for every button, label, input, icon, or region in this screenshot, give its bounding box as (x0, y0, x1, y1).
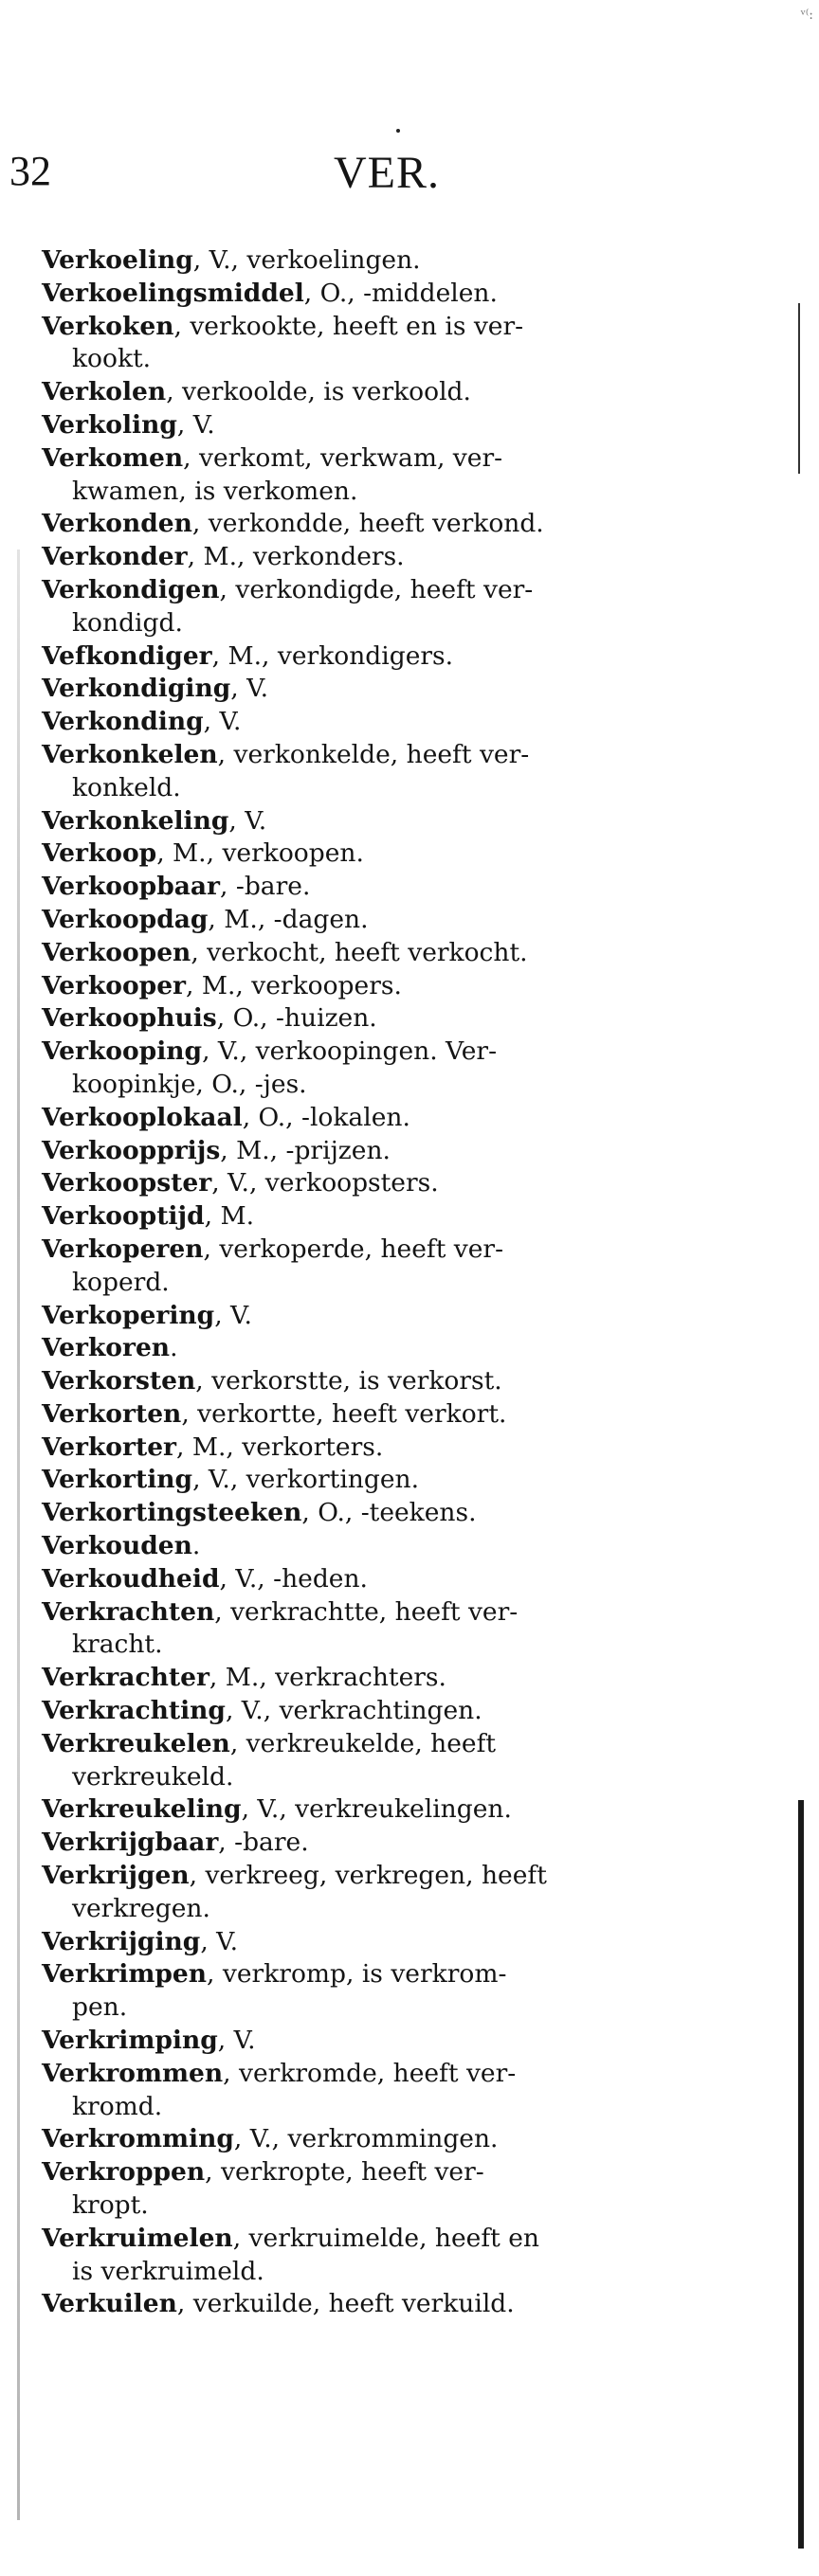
entry-headword: Verkoophuis (42, 1003, 217, 1034)
dictionary-entry (42, 1398, 724, 1432)
entry-definition: , M., verkonders. (187, 542, 405, 572)
entry-definition: , V., verkoelingen. (192, 245, 421, 275)
entry-headword: Verkoren (42, 1333, 171, 1363)
entry-headword: Verkreukelen (42, 1728, 230, 1758)
entry-headword: Verkooptijd (42, 1201, 205, 1232)
dictionary-entry (42, 1002, 724, 1036)
entry-headword: Verkonkelen (42, 739, 218, 769)
entry-definition: , M., verkondigers. (211, 640, 454, 671)
dictionary-entry (42, 1530, 724, 1563)
dictionary-entry (42, 1958, 724, 2025)
entry-definition: , M., verkoopers. (186, 970, 402, 1000)
dictionary-entry (42, 442, 724, 509)
entry-definition: , M. (204, 1201, 255, 1232)
dictionary-entry (42, 244, 724, 278)
entry-definition: , V., verkoopingen. Ver- (202, 1036, 498, 1067)
entry-headword: Verkorsten (42, 1366, 196, 1396)
dictionary-entry (42, 508, 724, 541)
entry-continuation: kookt. (72, 344, 152, 374)
dictionary-entry (42, 805, 724, 838)
dictionary-entry (42, 1200, 724, 1234)
entry-continuation: pen. (72, 1992, 128, 2023)
entry-definition: , verkreeg, verkregen, heeft (189, 1861, 547, 1891)
entry-continuation: verkregen. (72, 1893, 210, 1923)
entry-definition: , O., -teekens. (301, 1498, 477, 1528)
entry-definition: , verkondigde, heeft ver- (219, 574, 534, 604)
entry-headword: Verkrimpen (42, 1959, 208, 1990)
entry-headword: Verkortingsteeken (42, 1498, 302, 1528)
entry-headword: Verkooplokaal (42, 1102, 243, 1132)
dictionary-entry (42, 278, 724, 311)
entry-definition: , verkromp, is verkrom- (207, 1959, 507, 1990)
entry-headword: Verkolen (42, 377, 167, 407)
dictionary-entry (42, 2123, 724, 2156)
dictionary-entry (42, 1102, 724, 1135)
entry-headword: Verkorting (42, 1465, 193, 1495)
dictionary-entry-list (42, 244, 724, 2321)
entry-definition: , verkromde, heeft ver- (223, 2058, 517, 2088)
dictionary-entry (42, 838, 724, 871)
entry-definition: , V., -heden. (219, 1563, 368, 1594)
entry-headword: Verkrachting (42, 1696, 226, 1726)
entry-continuation: kwamen, is verkomen. (72, 476, 358, 506)
dictionary-entry (42, 2025, 724, 2058)
entry-definition: , M., verkrachters. (209, 1663, 446, 1693)
entry-definition: , verkonkelde, heeft ver- (217, 739, 530, 769)
entry-headword: Verkrijgen (42, 1861, 190, 1891)
dictionary-entry (42, 1596, 724, 1663)
entry-headword: Verkrachten (42, 1596, 215, 1627)
entry-continuation: koperd. (72, 1267, 170, 1297)
entry-definition: , verkreukelde, heeft (229, 1728, 497, 1758)
entry-definition: , V., verkrachtingen. (225, 1696, 482, 1726)
entry-definition: . (191, 1531, 201, 1561)
entry-continuation: konkeld. (72, 772, 181, 802)
entry-continuation: kracht. (72, 1630, 163, 1660)
entry-definition: , V. (230, 674, 269, 704)
dictionary-entry (42, 1036, 724, 1102)
entry-headword: Verkondiging (42, 674, 231, 704)
running-head: VER. (334, 148, 440, 198)
entry-definition: , verkropte, heeft ver- (205, 2157, 484, 2188)
entry-headword: Verkoop (42, 838, 157, 869)
dictionary-entry (42, 871, 724, 904)
entry-definition: , verkorstte, is verkorst. (195, 1366, 502, 1396)
entry-headword: Verkoopdag (42, 904, 209, 934)
entry-headword: Verkrijgbaar (42, 1828, 219, 1858)
entry-definition: , verkortte, heeft verkort. (181, 1398, 507, 1429)
dictionary-entry (42, 2058, 724, 2124)
dictionary-entry (42, 1167, 724, 1200)
entry-headword: Verkruimelen (42, 2223, 233, 2253)
entry-headword: Verkoudheid (42, 1563, 220, 1594)
entry-definition: . (170, 1333, 178, 1363)
entry-headword: Verkoken (42, 311, 174, 341)
entry-headword: Verkooping (42, 1036, 203, 1067)
entry-headword: Verkrimping (42, 2026, 218, 2056)
entry-headword: Verkoling (42, 409, 177, 440)
entry-continuation: verkreukeld. (72, 1761, 234, 1792)
entry-definition: , O., -middelen. (303, 278, 498, 308)
entry-definition: , V., verkortingen. (192, 1465, 420, 1495)
dictionary-entry (42, 1662, 724, 1695)
dictionary-entry (42, 937, 724, 970)
entry-headword: Verkorter (42, 1432, 177, 1462)
entry-definition: , V. (214, 1300, 252, 1330)
dictionary-entry (42, 1497, 724, 1530)
entry-definition: , verkookte, heeft en is ver- (173, 311, 524, 341)
right-margin-mark (798, 303, 800, 474)
entry-definition: , M., verkoopen. (156, 838, 364, 869)
entry-headword: Verkrijging (42, 1926, 201, 1956)
entry-headword: Verkrachter (42, 1663, 209, 1693)
entry-definition: , V. (217, 2026, 256, 2056)
entry-definition: , O., -huizen. (216, 1003, 377, 1034)
dictionary-entry (42, 1728, 724, 1794)
entry-headword: Verkuilen (42, 2289, 177, 2319)
entry-definition: , verkoperde, heeft ver- (203, 1234, 504, 1264)
dictionary-entry (42, 1432, 724, 1465)
dictionary-entry (42, 640, 724, 674)
entry-continuation: kromd. (72, 2091, 163, 2121)
entry-continuation: kondigd. (72, 607, 183, 638)
entry-headword: Verkromming (42, 2124, 234, 2154)
dictionary-entry (42, 739, 724, 805)
entry-definition: , verkoolde, is verkoold. (166, 377, 471, 407)
entry-definition: , -bare. (220, 872, 311, 902)
dictionary-entry (42, 2288, 724, 2321)
entry-definition: , verkruimelde, heeft en (232, 2223, 539, 2253)
entry-definition: , O., -lokalen. (242, 1102, 410, 1132)
dictionary-entry (42, 1234, 724, 1300)
dictionary-entry (42, 409, 724, 442)
right-margin-rule (798, 1800, 804, 2549)
entry-definition: , V., verkreukelingen. (241, 1794, 512, 1825)
entry-headword: Verkondigen (42, 574, 220, 604)
entry-definition: , V. (176, 409, 215, 440)
dictionary-entry (42, 541, 724, 574)
entry-headword: Verkonkeling (42, 805, 229, 836)
entry-continuation: is verkruimeld. (72, 2256, 264, 2286)
entry-headword: Verkonding (42, 707, 204, 737)
page-number: 32 (9, 148, 51, 194)
dictionary-entry (42, 2156, 724, 2223)
dictionary-entry (42, 376, 724, 409)
dictionary-entry (42, 1793, 724, 1827)
entry-headword: Vefkondiger (42, 640, 212, 671)
entry-definition: , verkondde, heeft verkond. (191, 509, 544, 539)
entry-headword: Verkoelingsmiddel (42, 278, 304, 308)
dictionary-entry (42, 673, 724, 706)
dictionary-entry (42, 311, 724, 377)
entry-definition: , M., -dagen. (208, 904, 369, 934)
entry-definition: , verkomt, verkwam, ver- (183, 442, 503, 473)
entry-definition: , V., verkoopsters. (211, 1168, 439, 1198)
entry-headword: Verkoopster (42, 1168, 212, 1198)
entry-definition: , M., -prijzen. (220, 1135, 391, 1165)
entry-headword: Verkomen (42, 442, 184, 473)
entry-headword: Verkoperen (42, 1234, 204, 1264)
entry-headword: Verkopering (42, 1300, 215, 1330)
dictionary-entry (42, 1827, 724, 1860)
entry-headword: Verkorten (42, 1398, 182, 1429)
dictionary-entry (42, 1365, 724, 1398)
header-dot (396, 129, 400, 133)
entry-definition: , verkrachtte, heeft ver- (214, 1596, 519, 1627)
entry-headword: Verkreukeling (42, 1794, 242, 1825)
dictionary-entry (42, 2223, 724, 2289)
entry-definition: , V. (203, 707, 242, 737)
dictionary-entry (42, 1464, 724, 1497)
entry-headword: Verkonden (42, 509, 192, 539)
corner-smudge: ᵛ⁽: (800, 8, 813, 23)
dictionary-entry (42, 574, 724, 640)
entry-definition: , V., verkrommingen. (233, 2124, 499, 2154)
dictionary-entry (42, 706, 724, 739)
entry-headword: Verkroppen (42, 2157, 206, 2188)
dictionary-entry (42, 904, 724, 937)
entry-definition: , -bare. (218, 1828, 309, 1858)
dictionary-entry (42, 1926, 724, 1959)
dictionary-entry (42, 1695, 724, 1728)
entry-headword: Verkooper (42, 970, 187, 1000)
entry-headword: Verkouden (42, 1531, 192, 1561)
left-margin-rule (17, 549, 20, 2520)
entry-definition: , M., verkorters. (176, 1432, 384, 1462)
entry-definition: , V. (228, 805, 267, 836)
entry-headword: Verkoeling (42, 245, 193, 275)
entry-definition: , verkocht, heeft verkocht. (191, 937, 528, 967)
entry-headword: Verkrommen (42, 2058, 224, 2088)
dictionary-entry (42, 970, 724, 1003)
dictionary-entry (42, 1300, 724, 1333)
dictionary-entry (42, 1135, 724, 1168)
entry-headword: Verkoopprijs (42, 1135, 221, 1165)
entry-headword: Verkoopbaar (42, 872, 221, 902)
entry-continuation: kropt. (72, 2190, 149, 2221)
entry-headword: Verkoopen (42, 937, 191, 967)
dictionary-entry (42, 1860, 724, 1926)
entry-definition: , V. (200, 1926, 239, 1956)
entry-definition: , verkuilde, heeft verkuild. (176, 2289, 515, 2319)
entry-headword: Verkonder (42, 542, 188, 572)
dictionary-entry (42, 1563, 724, 1596)
dictionary-entry (42, 1332, 724, 1365)
entry-continuation: koopinkje, O., -jes. (72, 1069, 307, 1099)
